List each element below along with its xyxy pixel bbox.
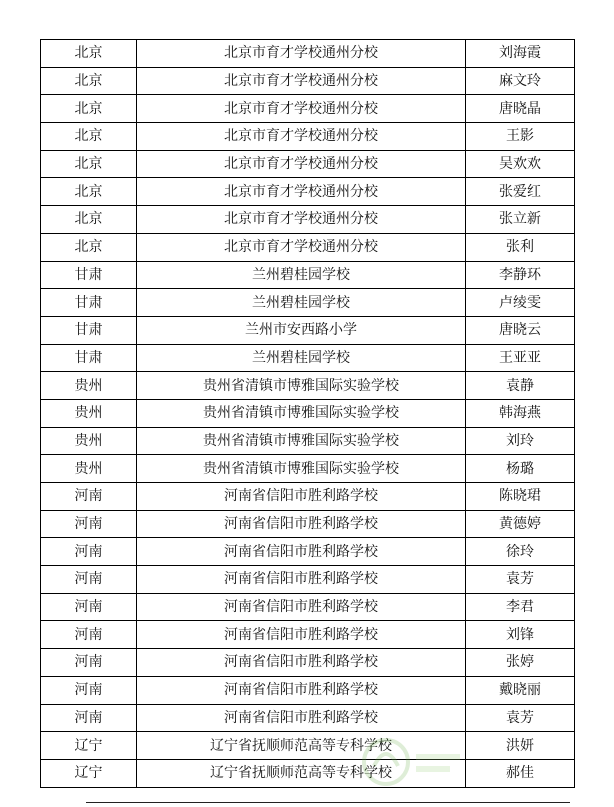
table-row bbox=[41, 150, 575, 178]
name-cell: 张婷 bbox=[466, 649, 575, 677]
table-row bbox=[41, 566, 575, 594]
province-cell: 贵州 bbox=[41, 455, 137, 483]
province-cell: 河南 bbox=[41, 676, 137, 704]
province-cell: 河南 bbox=[41, 593, 137, 621]
name-cell: 张利 bbox=[466, 233, 575, 261]
name-cell: 杨璐 bbox=[466, 455, 575, 483]
name-cell: 唐晓晶 bbox=[466, 95, 575, 123]
school-cell: 贵州省清镇市博雅国际实验学校 bbox=[137, 455, 466, 483]
table-row bbox=[41, 704, 575, 732]
table-row bbox=[41, 427, 575, 455]
table-row bbox=[41, 593, 575, 621]
table-row bbox=[41, 233, 575, 261]
table-row bbox=[41, 95, 575, 123]
province-cell: 甘肃 bbox=[41, 316, 137, 344]
school-cell: 兰州碧桂园学校 bbox=[137, 289, 466, 317]
province-cell: 辽宁 bbox=[41, 732, 137, 760]
table-row bbox=[41, 67, 575, 95]
school-cell: 河南省信阳市胜利路学校 bbox=[137, 510, 466, 538]
province-cell: 甘肃 bbox=[41, 261, 137, 289]
table-row bbox=[41, 344, 575, 372]
school-cell: 北京市育才学校通州分校 bbox=[137, 150, 466, 178]
table-row bbox=[41, 483, 575, 511]
school-cell: 河南省信阳市胜利路学校 bbox=[137, 483, 466, 511]
school-cell: 贵州省清镇市博雅国际实验学校 bbox=[137, 372, 466, 400]
table-row bbox=[41, 399, 575, 427]
province-cell: 甘肃 bbox=[41, 289, 137, 317]
school-cell: 河南省信阳市胜利路学校 bbox=[137, 704, 466, 732]
roster-table bbox=[40, 39, 575, 788]
name-cell: 黄德婷 bbox=[466, 510, 575, 538]
school-cell: 兰州市安西路小学 bbox=[137, 316, 466, 344]
school-cell: 辽宁省抚顺师范高等专科学校 bbox=[137, 732, 466, 760]
name-cell: 徐玲 bbox=[466, 538, 575, 566]
name-cell: 吴欢欢 bbox=[466, 150, 575, 178]
province-cell: 北京 bbox=[41, 150, 137, 178]
province-cell: 河南 bbox=[41, 510, 137, 538]
name-cell: 陈晓珺 bbox=[466, 483, 575, 511]
name-cell: 麻文玲 bbox=[466, 67, 575, 95]
school-cell: 北京市育才学校通州分校 bbox=[137, 206, 466, 234]
table-row bbox=[41, 732, 575, 760]
province-cell: 北京 bbox=[41, 233, 137, 261]
name-cell: 唐晓云 bbox=[466, 316, 575, 344]
province-cell: 贵州 bbox=[41, 427, 137, 455]
school-cell: 河南省信阳市胜利路学校 bbox=[137, 621, 466, 649]
name-cell: 戴晓丽 bbox=[466, 676, 575, 704]
school-cell: 河南省信阳市胜利路学校 bbox=[137, 649, 466, 677]
school-cell: 辽宁省抚顺师范高等专科学校 bbox=[137, 759, 466, 787]
table-row bbox=[41, 510, 575, 538]
province-cell: 贵州 bbox=[41, 372, 137, 400]
table-row bbox=[41, 289, 575, 317]
province-cell: 河南 bbox=[41, 483, 137, 511]
province-cell: 北京 bbox=[41, 178, 137, 206]
school-cell: 北京市育才学校通州分校 bbox=[137, 233, 466, 261]
school-cell: 河南省信阳市胜利路学校 bbox=[137, 566, 466, 594]
roster-table-body bbox=[41, 40, 575, 788]
name-cell: 袁芳 bbox=[466, 704, 575, 732]
table-row bbox=[41, 538, 575, 566]
table-row bbox=[41, 316, 575, 344]
school-cell: 河南省信阳市胜利路学校 bbox=[137, 593, 466, 621]
province-cell: 河南 bbox=[41, 621, 137, 649]
school-cell: 北京市育才学校通州分校 bbox=[137, 67, 466, 95]
name-cell: 韩海燕 bbox=[466, 399, 575, 427]
school-cell: 兰州碧桂园学校 bbox=[137, 344, 466, 372]
name-cell: 王亚亚 bbox=[466, 344, 575, 372]
name-cell: 李君 bbox=[466, 593, 575, 621]
name-cell: 洪妍 bbox=[466, 732, 575, 760]
table-row bbox=[41, 621, 575, 649]
school-cell: 贵州省清镇市博雅国际实验学校 bbox=[137, 399, 466, 427]
province-cell: 北京 bbox=[41, 123, 137, 151]
province-cell: 北京 bbox=[41, 40, 137, 68]
province-cell: 北京 bbox=[41, 206, 137, 234]
name-cell: 袁芳 bbox=[466, 566, 575, 594]
table-row bbox=[41, 123, 575, 151]
name-cell: 卢绫雯 bbox=[466, 289, 575, 317]
province-cell: 北京 bbox=[41, 67, 137, 95]
table-row bbox=[41, 676, 575, 704]
school-cell: 兰州碧桂园学校 bbox=[137, 261, 466, 289]
province-cell: 辽宁 bbox=[41, 759, 137, 787]
school-cell: 北京市育才学校通州分校 bbox=[137, 40, 466, 68]
province-cell: 河南 bbox=[41, 538, 137, 566]
table-row bbox=[41, 455, 575, 483]
school-cell: 河南省信阳市胜利路学校 bbox=[137, 538, 466, 566]
school-cell: 贵州省清镇市博雅国际实验学校 bbox=[137, 427, 466, 455]
name-cell: 刘玲 bbox=[466, 427, 575, 455]
name-cell: 张立新 bbox=[466, 206, 575, 234]
name-cell: 袁静 bbox=[466, 372, 575, 400]
province-cell: 河南 bbox=[41, 566, 137, 594]
table-row bbox=[41, 372, 575, 400]
name-cell: 刘锋 bbox=[466, 621, 575, 649]
table-row bbox=[41, 759, 575, 787]
footer-rule bbox=[86, 802, 570, 803]
name-cell: 李静环 bbox=[466, 261, 575, 289]
name-cell: 张爱红 bbox=[466, 178, 575, 206]
table-row bbox=[41, 40, 575, 68]
school-cell: 河南省信阳市胜利路学校 bbox=[137, 676, 466, 704]
province-cell: 河南 bbox=[41, 704, 137, 732]
table-row bbox=[41, 649, 575, 677]
province-cell: 甘肃 bbox=[41, 344, 137, 372]
name-cell: 郝佳 bbox=[466, 759, 575, 787]
school-cell: 北京市育才学校通州分校 bbox=[137, 123, 466, 151]
school-cell: 北京市育才学校通州分校 bbox=[137, 95, 466, 123]
table-row bbox=[41, 178, 575, 206]
table-row bbox=[41, 261, 575, 289]
school-cell: 北京市育才学校通州分校 bbox=[137, 178, 466, 206]
table-row bbox=[41, 206, 575, 234]
province-cell: 北京 bbox=[41, 95, 137, 123]
province-cell: 贵州 bbox=[41, 399, 137, 427]
name-cell: 王影 bbox=[466, 123, 575, 151]
name-cell: 刘海霞 bbox=[466, 40, 575, 68]
province-cell: 河南 bbox=[41, 649, 137, 677]
